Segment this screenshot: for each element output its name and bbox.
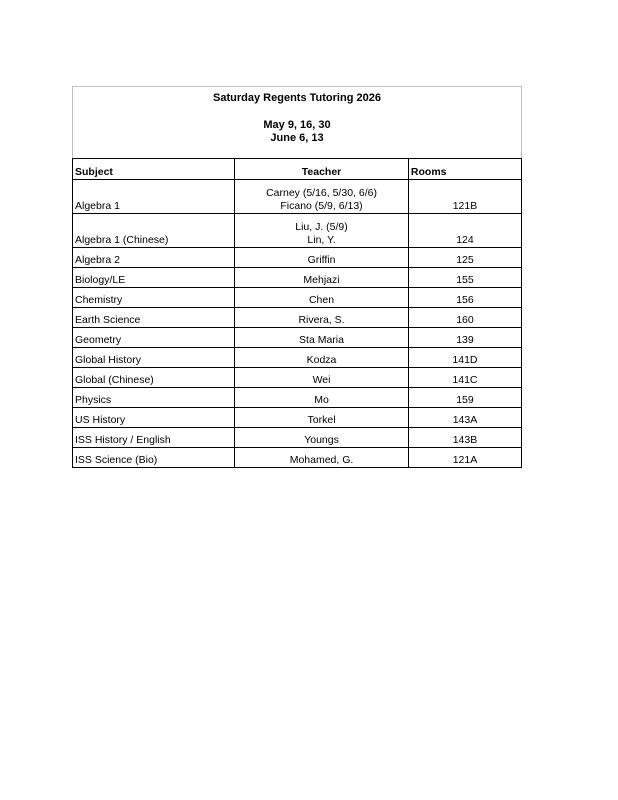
teacher-cell xyxy=(235,180,409,214)
teacher-cell: Griffin xyxy=(235,248,409,268)
teacher-cell: Kodza xyxy=(235,348,409,368)
subject-cell: Chemistry xyxy=(73,288,235,308)
table-row xyxy=(73,408,522,428)
room-cell: 155 xyxy=(408,268,521,288)
room-cell: 159 xyxy=(408,388,521,408)
teacher-name-line: Lin, Y. xyxy=(307,234,336,246)
teacher-name-line: Carney (5/16, 5/30, 6/6) xyxy=(266,187,377,199)
room-cell: 143B xyxy=(408,428,521,448)
subject-cell: Global (Chinese) xyxy=(73,368,235,388)
table-row xyxy=(73,308,522,328)
document-title: Saturday Regents Tutoring 2026 xyxy=(213,92,381,104)
table-row xyxy=(73,180,522,214)
subject-cell: Biology/LE xyxy=(73,268,235,288)
subject-cell: Algebra 1 (Chinese) xyxy=(73,214,235,248)
column-header-rooms: Rooms xyxy=(408,159,521,180)
table-row xyxy=(73,448,522,468)
teacher-cell: Chen xyxy=(235,288,409,308)
room-cell: 121A xyxy=(408,448,521,468)
room-cell: 121B xyxy=(408,180,521,214)
table-row xyxy=(73,368,522,388)
room-cell: 143A xyxy=(408,408,521,428)
dates-line-june: June 6, 13 xyxy=(270,132,324,144)
teacher-cell: Wei xyxy=(235,368,409,388)
room-cell: 141C xyxy=(408,368,521,388)
table-row xyxy=(73,348,522,368)
teacher-cell: Rivera, S. xyxy=(235,308,409,328)
teacher-cell: Mohamed, G. xyxy=(235,448,409,468)
subject-cell: Earth Science xyxy=(73,308,235,328)
teacher-cell: Sta Maria xyxy=(235,328,409,348)
subject-cell: ISS Science (Bio) xyxy=(73,448,235,468)
subject-cell: Global History xyxy=(73,348,235,368)
teacher-cell: Torkel xyxy=(235,408,409,428)
column-header-teacher: Teacher xyxy=(235,159,409,180)
table-row xyxy=(73,428,522,448)
table-row xyxy=(73,288,522,308)
table-row xyxy=(73,388,522,408)
column-header-subject: Subject xyxy=(73,159,235,180)
teacher-name-line: Ficano (5/9, 6/13) xyxy=(280,200,363,212)
schedule-table xyxy=(72,158,522,468)
room-cell: 124 xyxy=(408,214,521,248)
teacher-cell: Mehjazi xyxy=(235,268,409,288)
teacher-cell: Youngs xyxy=(235,428,409,448)
subject-cell: Algebra 2 xyxy=(73,248,235,268)
tutoring-schedule-sheet xyxy=(72,86,522,466)
table-header-row xyxy=(73,159,522,180)
table-row xyxy=(73,268,522,288)
table-row xyxy=(73,328,522,348)
teacher-cell: Mo xyxy=(235,388,409,408)
title-block xyxy=(72,86,522,158)
dates-line-may: May 9, 16, 30 xyxy=(263,119,331,131)
subject-cell: US History xyxy=(73,408,235,428)
subject-cell: ISS History / English xyxy=(73,428,235,448)
room-cell: 125 xyxy=(408,248,521,268)
room-cell: 160 xyxy=(408,308,521,328)
teacher-cell xyxy=(235,214,409,248)
subject-cell: Geometry xyxy=(73,328,235,348)
subject-cell: Algebra 1 xyxy=(73,180,235,214)
room-cell: 141D xyxy=(408,348,521,368)
table-row xyxy=(73,214,522,248)
room-cell: 139 xyxy=(408,328,521,348)
room-cell: 156 xyxy=(408,288,521,308)
teacher-name-line: Liu, J. (5/9) xyxy=(295,221,348,233)
table-row xyxy=(73,248,522,268)
subject-cell: Physics xyxy=(73,388,235,408)
